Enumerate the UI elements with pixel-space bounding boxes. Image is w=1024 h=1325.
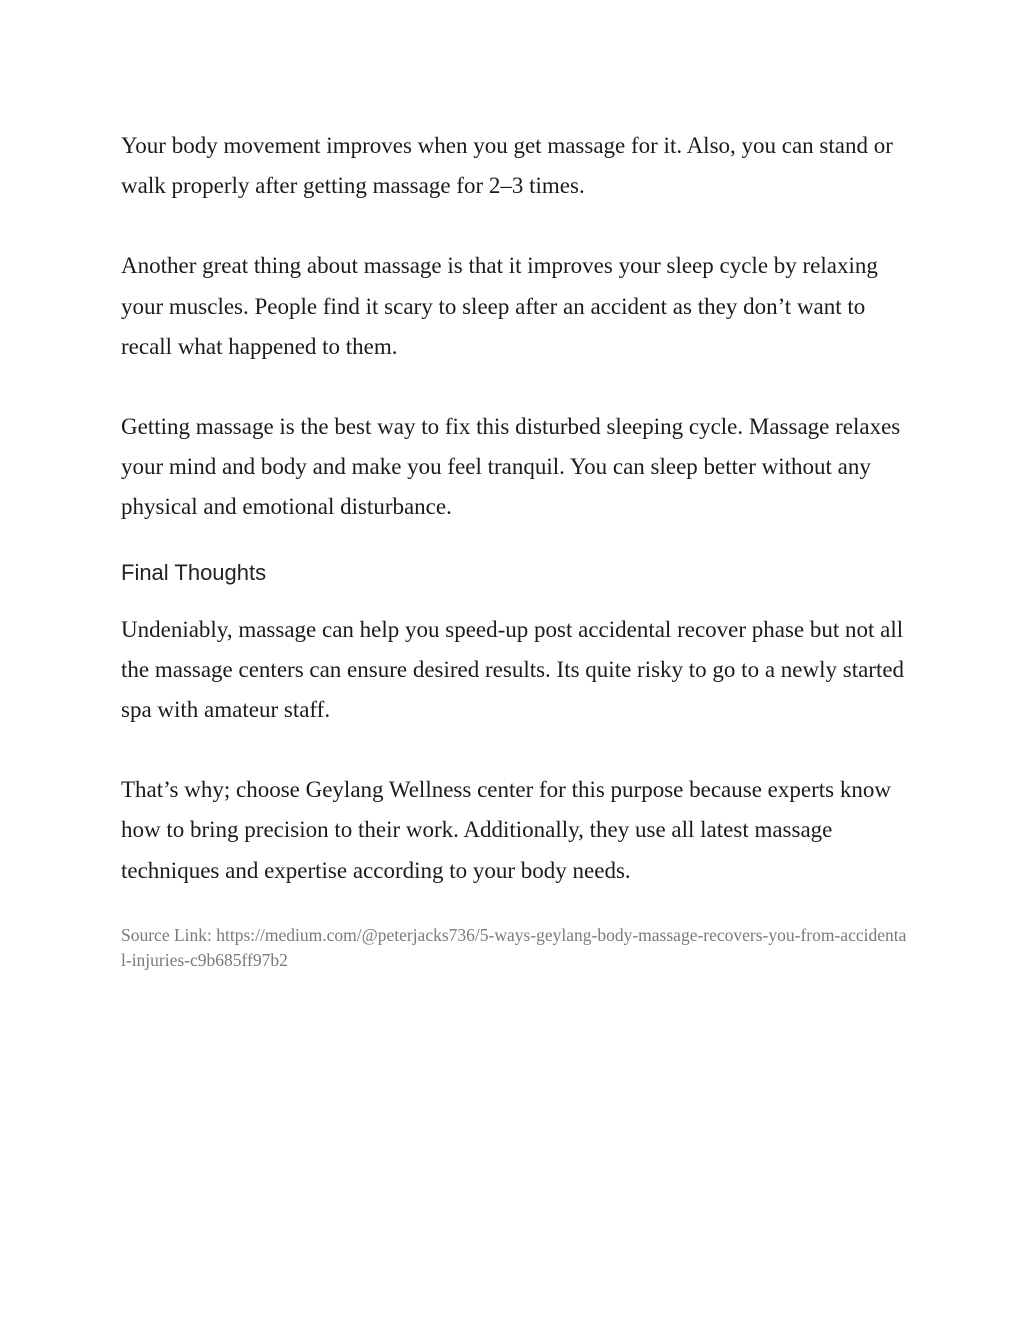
source-link[interactable]: Source Link: https://medium.com/@peterjacks736/5-ways-geylang-body-massage-recovers-you-from-accidental-injuries-c9b685ff97b2	[121, 924, 907, 970]
paragraph-undeniably: Undeniably, massage can help you speed-up post accidental recover phase but not all the massage centers can ensure desired results. Its quite risky to go to a newly started spa with amateur staff.	[121, 616, 905, 723]
paragraph-thats-why: That’s why; choose Geylang Wellness center for this purpose because experts know how to bring precision to their work. Additionally, they use all latest massage techniques and expertise according to your body needs.	[121, 777, 891, 883]
paragraph-body-movement: Your body movement improves when you get massage for it. Also, you can stand or walk properly after getting massage for 2–3 times.	[121, 133, 893, 199]
document-page	[121, 126, 911, 973]
paragraph-sleep-cycle: Another great thing about massage is that it improves your sleep cycle by relaxing your muscles. People find it scary to sleep after an accident as they don’t want to recall what happened to them.	[121, 253, 878, 359]
paragraph-fix-sleep: Getting massage is the best way to fix this disturbed sleeping cycle. Massage relaxes your mind and body and make you feel tranquil. You can sleep better without any physical and emotional disturbance.	[121, 414, 901, 520]
section-heading-final-thoughts: Final Thoughts	[121, 559, 267, 585]
